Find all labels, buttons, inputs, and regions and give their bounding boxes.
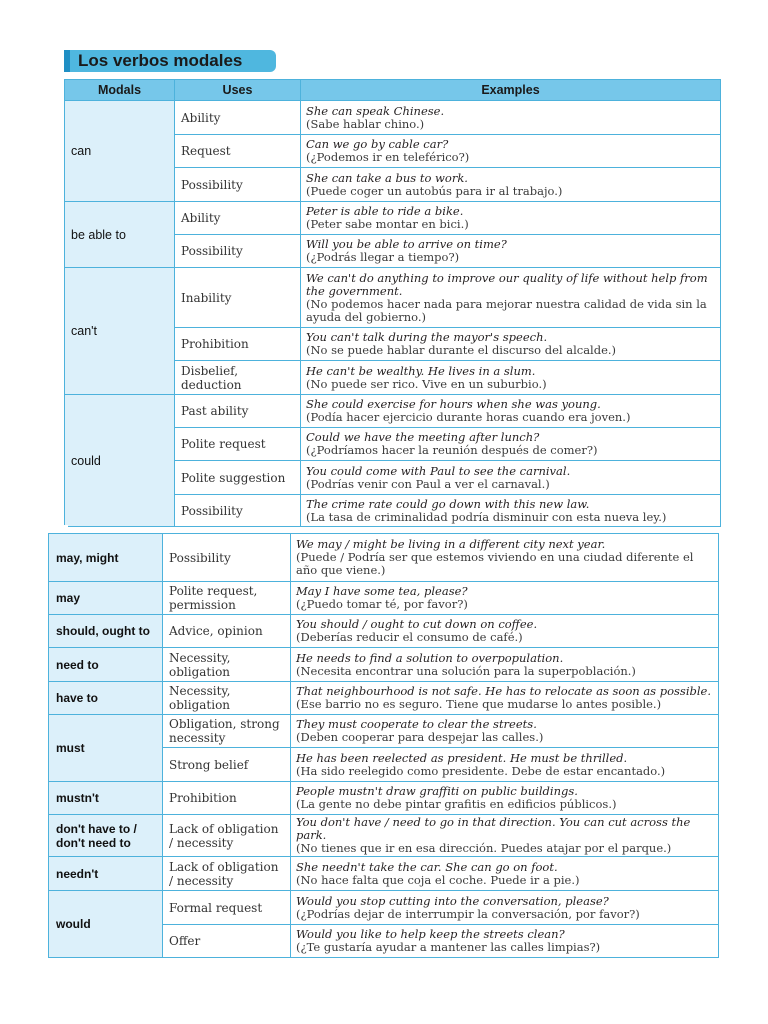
example-spanish: (La tasa de criminalidad podría disminuir con esta nueva ley.) — [306, 509, 667, 524]
example-spanish: (No se puede hablar durante el discurso del alcalde.) — [306, 343, 617, 357]
example-cell — [291, 782, 719, 815]
example-english: You don't have / need to go in that direction. You can cut across the park. — [296, 815, 691, 842]
modal-cell: can — [65, 101, 175, 202]
page-separator — [48, 525, 68, 533]
example-cell — [291, 815, 719, 857]
example-english: That neighbourhood is not safe. He has to relocate as soon as possible. — [296, 684, 711, 698]
example-spanish: (No hace falta que coja el coche. Puede ir a pie.) — [296, 872, 580, 887]
example-english: You could come with Paul to see the carnival. — [306, 463, 571, 478]
use-cell: Possibility — [175, 168, 301, 202]
use-cell: Possibility — [175, 495, 301, 527]
use-cell: Prohibition — [175, 328, 301, 361]
example-spanish: (¿Puedo tomar té, por favor?) — [296, 597, 468, 611]
modals-table-part-1 — [64, 79, 721, 527]
use-cell: Advice, opinion — [163, 615, 291, 648]
example-english: We may / might be living in a different city next year. — [296, 537, 606, 551]
example-english: She can speak Chinese. — [306, 103, 445, 118]
modal-cell: need to — [49, 648, 163, 682]
use-cell: Possibility — [163, 534, 291, 582]
example-english: Can we go by cable car? — [306, 137, 449, 151]
example-cell — [291, 648, 719, 682]
example-cell — [301, 202, 721, 235]
example-english: People mustn't draw graffiti on public buildings. — [296, 784, 578, 798]
example-english: Will you be able to arrive on time? — [306, 237, 507, 251]
modal-cell: don't have to / don't need to — [49, 815, 163, 857]
example-cell — [291, 534, 719, 582]
example-cell — [301, 168, 721, 202]
modal-cell: can't — [65, 268, 175, 395]
example-spanish: (Puede / Podría ser que estemos viviendo en una ciudad diferente el año que viene.) — [296, 550, 694, 577]
use-cell: Polite suggestion — [175, 461, 301, 495]
example-cell — [291, 615, 719, 648]
example-cell — [291, 582, 719, 615]
modal-cell: should, ought to — [49, 615, 163, 648]
example-cell — [301, 395, 721, 428]
example-spanish: (Deberías reducir el consumo de café.) — [296, 630, 523, 644]
use-cell: Disbelief, deduction — [175, 361, 301, 395]
example-english: He has been reelected as president. He must be thrilled. — [296, 750, 628, 765]
example-cell — [291, 715, 719, 748]
example-spanish: (Ese barrio no es seguro. Tiene que mudarse lo antes posible.) — [296, 697, 662, 711]
example-spanish: (Deben cooperar para despejar las calles.) — [296, 730, 544, 744]
example-english: He needs to find a solution to overpopulation. — [296, 650, 564, 665]
example-english: She can take a bus to work. — [306, 170, 468, 185]
section-title-bar — [64, 50, 276, 72]
example-english: The crime rate could go down with this new law. — [306, 496, 590, 511]
example-english: You can't talk during the mayor's speech. — [306, 330, 548, 344]
example-cell — [291, 891, 719, 925]
example-cell — [301, 428, 721, 461]
modal-cell: have to — [49, 682, 163, 715]
modal-cell: may — [49, 582, 163, 615]
example-cell — [301, 461, 721, 495]
use-cell: Necessity, obligation — [163, 682, 291, 715]
title-accent — [64, 50, 70, 72]
example-cell — [291, 925, 719, 958]
example-spanish: (Sabe hablar chino.) — [306, 116, 425, 131]
modal-cell: must — [49, 715, 163, 782]
use-cell: Polite request — [175, 428, 301, 461]
use-cell: Ability — [175, 101, 301, 135]
example-spanish: (Peter sabe montar en bici.) — [306, 217, 469, 231]
example-spanish: (¿Podemos ir en teleférico?) — [306, 150, 470, 164]
use-cell: Offer — [163, 925, 291, 958]
example-english: They must cooperate to clear the streets. — [296, 717, 537, 731]
use-cell: Possibility — [175, 235, 301, 268]
example-cell — [301, 101, 721, 135]
example-cell — [301, 495, 721, 527]
example-cell — [301, 328, 721, 361]
header-examples: Examples — [301, 80, 721, 101]
example-cell — [291, 682, 719, 715]
example-spanish: (Necesita encontrar una solución para la superpoblación.) — [296, 663, 636, 678]
example-english: Could we have the meeting after lunch? — [306, 430, 540, 444]
example-english: She could exercise for hours when she was young. — [306, 397, 601, 411]
use-cell: Ability — [175, 202, 301, 235]
example-cell — [291, 857, 719, 891]
example-english: May I have some tea, please? — [296, 584, 468, 598]
modal-cell: would — [49, 891, 163, 958]
example-english: You should / ought to cut down on coffee. — [296, 617, 538, 631]
page-title: Los verbos modales — [78, 51, 243, 70]
use-cell: Inability — [175, 268, 301, 328]
example-spanish: (Ha sido reelegido como presidente. Debe de estar encantado.) — [296, 763, 666, 778]
example-english: He can't be wealthy. He lives in a slum. — [306, 363, 536, 378]
example-spanish: (Puede coger un autobús para ir al trabajo.) — [306, 183, 563, 198]
use-cell: Obligation, strong necessity — [163, 715, 291, 748]
modal-cell: needn't — [49, 857, 163, 891]
example-spanish: (No tienes que ir en esa dirección. Puedes atajar por el parque.) — [296, 841, 672, 855]
use-cell: Lack of obligation / necessity — [163, 815, 291, 857]
example-english: We can't do anything to improve our quality of life without help from the government. — [306, 270, 708, 298]
use-cell: Past ability — [175, 395, 301, 428]
modal-cell: mustn't — [49, 782, 163, 815]
use-cell: Formal request — [163, 891, 291, 925]
example-spanish: (No podemos hacer nada para mejorar nuestra calidad de vida sin la ayuda del gobierno.) — [306, 296, 707, 324]
use-cell: Necessity, obligation — [163, 648, 291, 682]
modal-cell: be able to — [65, 202, 175, 268]
use-cell: Polite request, permission — [163, 582, 291, 615]
example-cell — [301, 235, 721, 268]
example-spanish: (¿Podrías dejar de interrumpir la conversación, por favor?) — [296, 906, 640, 921]
modals-table-part-2 — [48, 533, 719, 958]
example-cell — [301, 268, 721, 328]
example-spanish: (¿Te gustaría ayudar a mantener las calles limpias?) — [296, 940, 601, 954]
use-cell: Lack of obligation / necessity — [163, 857, 291, 891]
header-uses: Uses — [175, 80, 301, 101]
modal-cell: could — [65, 395, 175, 527]
example-spanish: (¿Podríamos hacer la reunión después de comer?) — [306, 443, 598, 457]
example-cell — [301, 135, 721, 168]
use-cell: Strong belief — [163, 748, 291, 782]
example-english: Would you like to help keep the streets clean? — [296, 927, 565, 941]
use-cell: Prohibition — [163, 782, 291, 815]
modal-cell: may, might — [49, 534, 163, 582]
header-modals: Modals — [65, 80, 175, 101]
example-cell — [291, 748, 719, 782]
example-spanish: (La gente no debe pintar grafitis en edificios públicos.) — [296, 797, 617, 811]
example-english: She needn't take the car. She can go on foot. — [296, 859, 558, 874]
example-english: Peter is able to ride a bike. — [306, 204, 464, 218]
example-cell — [301, 361, 721, 395]
example-spanish: (Podía hacer ejercicio durante horas cuando era joven.) — [306, 410, 631, 424]
use-cell: Request — [175, 135, 301, 168]
example-spanish: (No puede ser rico. Vive en un suburbio.) — [306, 376, 547, 391]
example-spanish: (¿Podrás llegar a tiempo?) — [306, 250, 460, 264]
example-spanish: (Podrías venir con Paul a ver el carnaval.) — [306, 476, 550, 491]
example-english: Would you stop cutting into the conversation, please? — [296, 893, 609, 908]
